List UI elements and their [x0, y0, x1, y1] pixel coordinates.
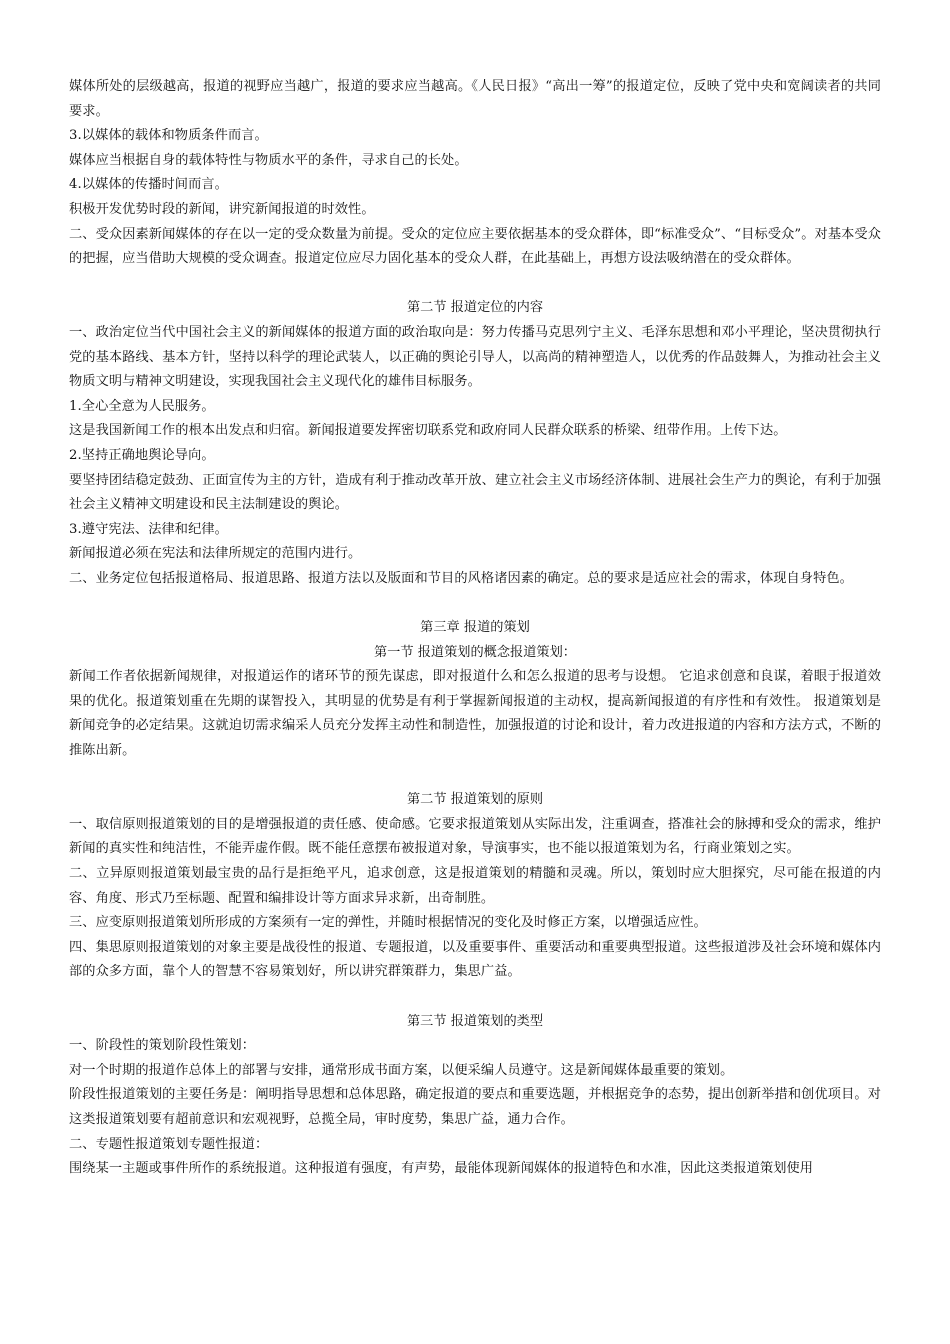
spacer [69, 764, 881, 789]
section-heading: 第三节 报道策划的类型 [406, 1013, 544, 1029]
paragraph: 一、阶段性的策划阶段性策划： [69, 1038, 256, 1054]
section-heading: 第二节 报道定位的内容 [406, 300, 544, 316]
paragraph: 媒体所处的层级越高，报道的视野应当越广，报道的要求应当越高。《人民日报》“高出一筹”的报道定位，反映了党中央和宽阔读者的共同要求。 [69, 79, 881, 119]
paragraph: 阶段性报道策划的主要任务是：阐明指导思想和总体思路，确定报道的要点和重要选题，并根据竞争的态势，提出创新举措和创优项目。对这类报道策划要有超前意识和宏观视野，总揽全局，审时度势，集思广益，通力合作。 [69, 1087, 881, 1127]
paragraph: 二、专题性报道策划专题性报道： [69, 1136, 269, 1152]
spacer [69, 985, 881, 1010]
paragraph: 四、集思原则报道策划的对象主要是战役性的报道、专题报道，以及重要事件、重要活动和重要典型报道。这些报道涉及社会环境和媒体内部的众多方面，靠个人的智慧不容易策划好，所以讲究群策群力，集思广益。 [69, 939, 881, 980]
paragraph: 围绕某一主题或事件所作的系统报道。这种报道有强度，有声势，最能体现新闻媒体的报道特色和水准，因此这类报道策划使用 [69, 1161, 814, 1177]
paragraph: 1.全心全意为人民服务。 [69, 398, 215, 414]
section-heading: 第二节 报道策划的原则 [406, 792, 544, 808]
paragraph: 媒体应当根据自身的载体特性与物质水平的条件，寻求自己的长处。 [69, 152, 468, 168]
paragraph: 二、立异原则报道策划最宝贵的品行是拒绝平凡，追求创意，这是报道策划的精髓和灵魂。所以，策划时应大胆探究，尽可能在报道的内容、角度、形式乃至标题、配置和编排设计等方面求异求新，出奇制胜。 [69, 866, 881, 906]
paragraph: 积极开发优势时段的新闻，讲究新闻报道的时效性。 [69, 201, 375, 217]
paragraph: 3.以媒体的载体和物质条件而言。 [69, 128, 268, 144]
spacer [69, 272, 881, 297]
paragraph: 这是我国新闻工作的根本出发点和归宿。新闻报道要发挥密切联系党和政府同人民群众联系的桥梁、纽带作用。上传下达。 [69, 423, 787, 439]
paragraph: 要坚持团结稳定鼓劲、正面宣传为主的方针，造成有利于推动改革开放、建立社会主义市场经济体制、进展社会生产力的舆论，有利于加强社会主义精神文明建设和民主法制建设的舆论。 [69, 472, 881, 513]
chapter-heading: 第三章 报道的策划 [420, 620, 530, 636]
paragraph: 2.坚持正确地舆论导向。 [69, 447, 215, 463]
paragraph: 一、取信原则报道策划的目的是增强报道的责任感、使命感。它要求报道策划从实际出发，注重调查，搭准社会的脉搏和受众的需求，维护新闻的真实性和纯洁性，不能弄虚作假。既不能任意摆布被报道对象，导演事实，也不能以报道策划为名，行商业策划之实。 [69, 816, 881, 857]
paragraph: 4.以媒体的传播时间而言。 [69, 177, 228, 193]
paragraph: 三、应变原则报道策划所形成的方案须有一定的弹性，并随时根据情况的变化及时修正方案，以增强适应性。 [69, 915, 707, 931]
section-heading: 第一节 报道策划的概念报道策划： [373, 644, 576, 660]
paragraph: 对一个时期的报道作总体上的部署与安排，通常形成书面方案，以便采编人员遵守。这是新闻媒体最重要的策划。 [69, 1062, 734, 1078]
paragraph: 新闻工作者依据新闻规律，对报道运作的诸环节的预先谋虑，即对报道什么和怎么报道的思考与设想。 它追求创意和良谋，着眼于报道效果的优化。报道策划重在先期的谋智投入，其明显的优势是有利于掌握新闻报道的主动权，提高新闻报道的有序性和有效性。 报道策划是新闻竞争的必定结果。这就迫切需求编采人员充分发挥主动性和制造性，加强报道的讨论和设计，着力改进报道的内容和方法方式，不断的推陈出新。 [69, 669, 881, 759]
paragraph: 二、业务定位包括报道格局、报道思路、报道方法以及版面和节目的风格诸因素的确定。总的要求是适应社会的需求，体现自身特色。 [69, 570, 853, 586]
spacer [69, 591, 881, 616]
paragraph: 3.遵守宪法、法律和纪律。 [69, 521, 228, 537]
paragraph: 一、政治定位当代中国社会主义的新闻媒体的报道方面的政治取向是：努力传播马克思列宁主义、毛泽东思想和邓小平理论，坚决贯彻执行党的基本路线、基本方针，坚持以科学的理论武装人，以正确的舆论引导人，以高尚的精神塑造人，以优秀的作品鼓舞人，为推动社会主义物质文明与精神文明建设，实现我国社会主义现代化的雄伟目标服务。 [69, 324, 881, 390]
paragraph: 新闻报道必须在宪法和法律所规定的范围内进行。 [69, 546, 362, 562]
paragraph: 二、受众因素新闻媒体的存在以一定的受众数量为前提。受众的定位应主要依据基本的受众群体，即“标准受众”、“目标受众”。对基本受众的把握，应当借助大规模的受众调查。报道定位应尽力固化基本的受众人群，在此基础上，再想方设法吸纳潜在的受众群体。 [69, 226, 881, 267]
